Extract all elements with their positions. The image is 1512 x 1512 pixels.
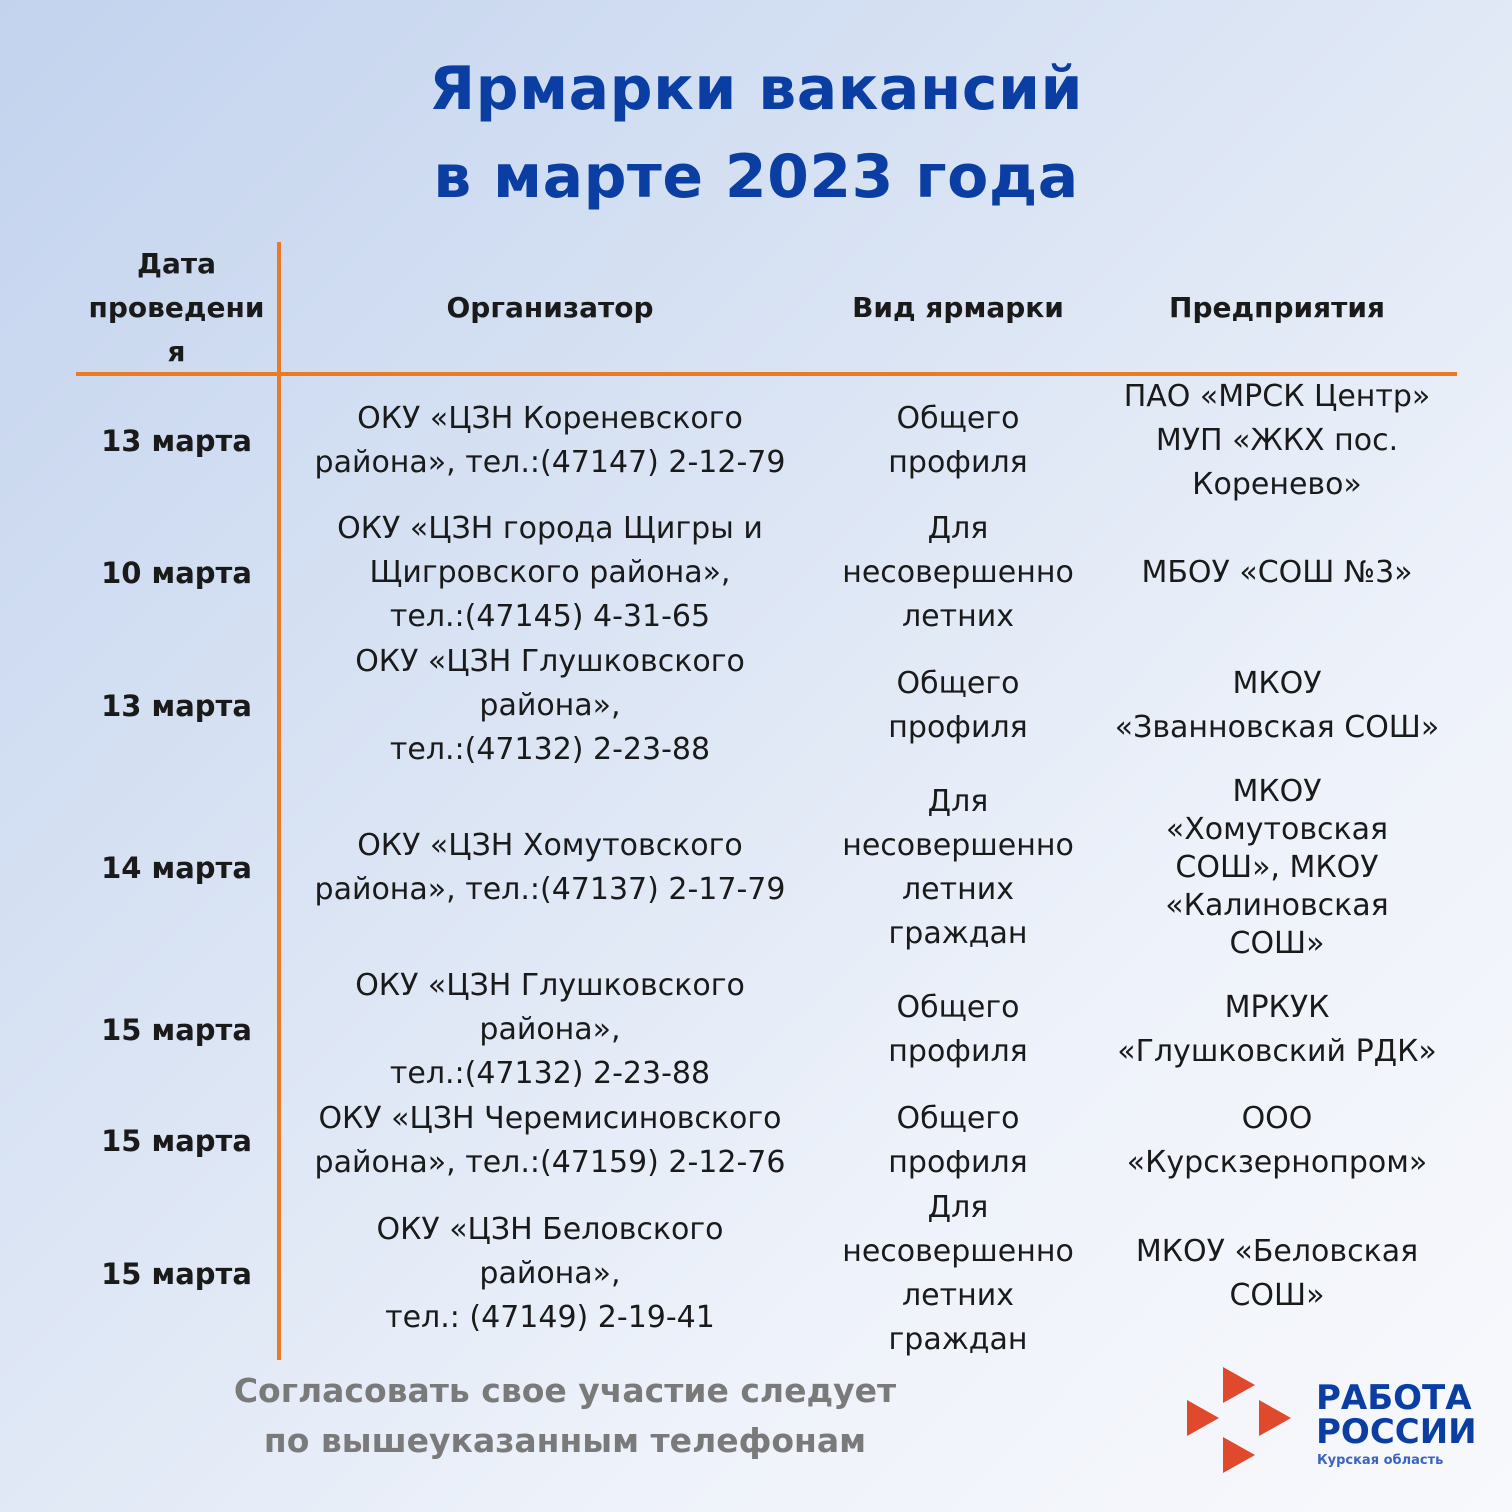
- row-type: Общего профиля: [888, 1101, 1028, 1180]
- row-enterprises: МКОУ «Званновская СОШ»: [1114, 666, 1440, 745]
- row-organizer: ОКУ «ЦЗН Черемисиновского района», тел.:(47159) 2-12-76: [314, 1101, 786, 1180]
- row-organizer: ОКУ «ЦЗН Кореневского района», тел.:(47147) 2-12-79: [314, 401, 786, 480]
- title-line-2: в марте 2023 года: [433, 142, 1079, 212]
- footer-note: [190, 1366, 940, 1466]
- row-enterprises: ООО «Курскзернопром»: [1126, 1101, 1428, 1180]
- row-type: Общего профиля: [888, 990, 1028, 1069]
- row-enterprises: МКОУ «Беловская СОШ»: [1135, 1234, 1419, 1313]
- row-date: 13 марта: [101, 424, 252, 458]
- logo-subtitle: Курская область: [1317, 1453, 1444, 1468]
- title-line-1: Ярмарки вакансий: [428, 54, 1084, 124]
- page-title: [0, 45, 1512, 221]
- row-organizer: ОКУ «ЦЗН Глушковского района», тел.:(47132) 2-23-88: [355, 644, 745, 767]
- logo-line-2: РОССИИ: [1316, 1412, 1477, 1452]
- row-date: 14 марта: [101, 851, 252, 885]
- row-date: 15 марта: [101, 1013, 252, 1047]
- header-organizer: Организатор: [446, 291, 654, 324]
- header-date: Дата проведени я: [88, 247, 265, 368]
- header-enterprises: Предприятия: [1169, 291, 1385, 324]
- row-type: Общего профиля: [888, 401, 1028, 480]
- row-organizer: ОКУ «ЦЗН Беловского района», тел.: (47149) 2-19-41: [376, 1212, 724, 1335]
- row-enterprises: МБОУ «СОШ №3»: [1141, 555, 1413, 590]
- row-type: Для несовершенно летних граждан: [842, 1190, 1074, 1357]
- row-date: 15 марта: [101, 1124, 252, 1158]
- header-type: Вид ярмарки: [852, 291, 1064, 324]
- row-enterprises: МКОУ «Хомутовская СОШ», МКОУ «Калиновская СОШ»: [1165, 774, 1389, 961]
- row-type: Общего профиля: [888, 666, 1028, 745]
- row-enterprises: ПАО «МРСК Центр» МУП «ЖКХ пос. Коренево»: [1123, 379, 1431, 502]
- rabota-rossii-arrows-icon: [1185, 1365, 1315, 1475]
- logo-wordmark: [1316, 1378, 1477, 1452]
- logo-line-1: РАБОТА: [1316, 1378, 1472, 1418]
- row-date: 13 марта: [101, 689, 252, 723]
- row-date: 15 марта: [101, 1257, 252, 1291]
- row-type: Для несовершенно летних: [842, 511, 1074, 634]
- row-type: Для несовершенно летних граждан: [842, 784, 1074, 951]
- row-organizer: ОКУ «ЦЗН Хомутовского района», тел.:(47137) 2-17-79: [314, 828, 786, 907]
- footer-line-2: по вышеуказанным телефонам: [263, 1421, 867, 1460]
- row-date: 10 марта: [101, 556, 252, 590]
- row-organizer: ОКУ «ЦЗН Глушковского района», тел.:(47132) 2-23-88: [355, 968, 745, 1091]
- column-divider: [277, 242, 281, 1360]
- footer-line-1: Согласовать свое участие следует: [233, 1371, 897, 1410]
- row-enterprises: МРКУК «Глушковский РДК»: [1117, 990, 1437, 1069]
- row-organizer: ОКУ «ЦЗН города Щигры и Щигровского района», тел.:(47145) 4-31-65: [337, 511, 763, 634]
